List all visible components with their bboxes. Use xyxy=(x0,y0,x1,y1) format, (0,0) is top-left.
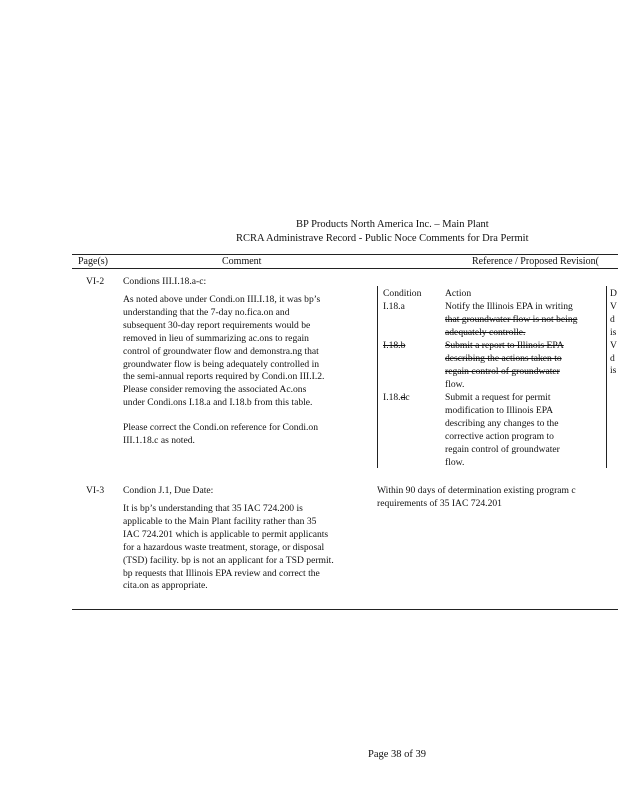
page-number: Page 38 of 39 xyxy=(368,749,427,760)
comment-line: under Condi.ons I.18.a and I.18.b from this table. xyxy=(123,397,313,409)
row-page: VI-3 xyxy=(86,485,105,496)
action-line: describing any changes to the xyxy=(445,417,559,429)
reference-line: requirements of 35 IAC 724.201 xyxy=(377,497,502,509)
action-line: Submit a request for permit xyxy=(445,392,551,403)
action-line-struck: that groundwater flow is not being xyxy=(445,313,578,325)
subtable-action xyxy=(445,392,607,469)
col-header-page: Page(s) xyxy=(78,256,108,267)
action-line: modification to Illinois EPA xyxy=(445,404,554,416)
comment-line: It is bp’s understanding that 35 IAC 724.200 is xyxy=(123,503,303,514)
row-title: Condions III.I.18.a-c: xyxy=(123,276,207,287)
comment-paragraph xyxy=(123,503,383,593)
clipped-column xyxy=(610,288,617,378)
action-line-struck: adequately controlle. xyxy=(445,326,526,338)
action-line-struck: regain control of groundwater xyxy=(445,365,560,377)
comment-line: subsequent 30-day report requirements would be xyxy=(123,319,311,331)
table-header-rule xyxy=(72,268,618,269)
comment-line: groundwater flow is being adequately controlled in xyxy=(123,358,320,370)
action-line: flow. xyxy=(445,456,465,468)
action-line: corrective action program to xyxy=(445,430,554,442)
subtable-header-action: Action xyxy=(445,288,472,299)
action-line-struck: describing the actions taken to xyxy=(445,352,562,364)
clipped-text: V xyxy=(610,300,617,312)
row-page: VI-2 xyxy=(86,276,105,287)
comment-line: removed in lieu of summarizing ac.ons to regain xyxy=(123,332,309,344)
subtable-condition: I.18.a xyxy=(383,301,405,312)
comment-line: cita.on as appropriate. xyxy=(123,580,208,592)
clipped-text: V xyxy=(610,339,617,351)
reference-line: Within 90 days of determination existing program c xyxy=(377,485,576,496)
clipped-text: is xyxy=(610,365,617,377)
comment-line: bp requests that Illinois EPA review and correct the xyxy=(123,567,320,579)
comment-line: for a hazardous waste treatment, storage, or disposal xyxy=(123,541,325,553)
comment-line: Please consider removing the associated Ac.ons xyxy=(123,384,307,396)
subtable-condition-struck: I.18.b xyxy=(383,340,406,351)
action-line: flow. xyxy=(445,378,465,390)
col-header-reference: Reference / Proposed Revision( xyxy=(472,256,599,267)
clipped-text: D xyxy=(610,288,617,299)
comment-line: III.1.18.c as noted. xyxy=(123,434,195,446)
comment-line: understanding that the 7-day no.fica.on and xyxy=(123,306,290,318)
clipped-text: d xyxy=(610,313,615,325)
subtable-action xyxy=(445,301,607,340)
clipped-text: is xyxy=(610,326,617,338)
action-line: regain control of groundwater xyxy=(445,443,560,455)
subtable-condition: I.18.dc xyxy=(383,392,410,403)
clipped-text: d xyxy=(610,352,615,364)
table-bottom-rule xyxy=(72,609,618,610)
subtable-header-condition: Condition xyxy=(383,288,422,299)
comment-line: Please correct the Condi.on reference for Condi.on xyxy=(123,422,318,433)
header-company: BP Products North America Inc. – Main Plant xyxy=(296,219,489,230)
comment-line: the semi-annual reports required by Condi.on III.I.2. xyxy=(123,371,325,383)
action-line-struck: Submit a report to Illinois EPA xyxy=(445,340,564,351)
header-title: RCRA Administrave Record - Public Noce Comments for Dra Permit xyxy=(236,233,529,244)
action-line: Notify the Illinois EPA in writing xyxy=(445,301,573,312)
subtable-action xyxy=(445,340,607,392)
table-top-rule xyxy=(72,254,618,255)
reference-text xyxy=(377,485,618,511)
subtable-left-border xyxy=(377,286,378,468)
comment-line: applicable to the Main Plant facility rather than 35 xyxy=(123,515,317,527)
row-title: Condion J.1, Due Date: xyxy=(123,485,214,496)
comment-line: (TSD) facility. bp is not an applicant for a TSD permit. xyxy=(123,554,334,566)
comment-line: IAC 724.201 which is applicable to permit applicants xyxy=(123,528,329,540)
col-header-comment: Comment xyxy=(222,256,262,267)
comment-line: As noted above under Condi.on III.I.18, it was bp’s xyxy=(123,294,321,305)
comment-paragraph xyxy=(123,294,378,410)
comment-line: control of groundwater flow and demonstra.ng that xyxy=(123,345,319,357)
comment-paragraph xyxy=(123,422,378,448)
